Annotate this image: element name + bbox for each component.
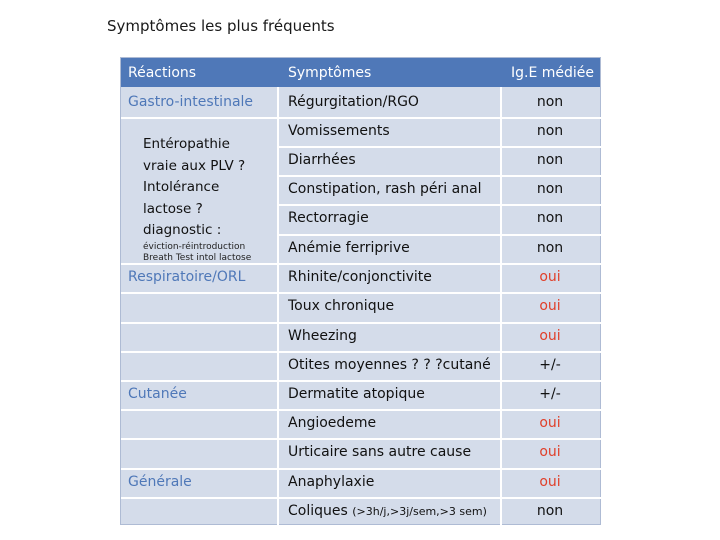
row-divider	[279, 234, 602, 236]
note-small-line: Breath Test intol lactose	[143, 253, 252, 263]
row-divider	[279, 292, 602, 294]
ige-cell: non	[536, 123, 564, 139]
note-line: Intolérance	[143, 179, 220, 195]
note-line: Entéropathie	[143, 136, 230, 152]
ige-cell: +/-	[539, 386, 561, 402]
note-small-line: éviction-réintroduction	[143, 242, 246, 252]
symptom-cell: Toux chronique	[288, 298, 395, 314]
row-divider	[121, 322, 277, 324]
ige-cell: non	[536, 210, 564, 226]
header-reactions: Réactions	[128, 65, 197, 81]
ige-cell: non	[536, 152, 564, 168]
ige-cell: non	[536, 94, 564, 110]
row-divider	[279, 117, 602, 119]
ige-cell: +/-	[539, 357, 561, 373]
ige-cell: non	[536, 181, 564, 197]
symptom-cell: Rectorragie	[288, 210, 369, 226]
table-header	[121, 58, 600, 87]
ige-cell: oui	[539, 269, 561, 285]
row-divider	[279, 468, 602, 470]
note-line: lactose ?	[143, 200, 203, 217]
row-divider	[279, 146, 602, 148]
header-symptoms: Symptômes	[288, 65, 372, 81]
row-divider	[279, 380, 602, 382]
row-divider	[121, 117, 277, 119]
row-divider	[121, 351, 277, 353]
symptom-cell: Constipation, rash péri anal	[288, 181, 482, 197]
ige-cell: oui	[539, 474, 561, 490]
symptom-cell: Diarrhées	[288, 152, 356, 168]
row-divider	[121, 380, 277, 382]
column-divider	[277, 87, 279, 526]
ige-cell: oui	[539, 328, 561, 344]
note-line: vraie aux PLV ?	[143, 157, 246, 174]
row-divider	[279, 204, 602, 206]
symptom-cell: Urticaire sans autre cause	[288, 444, 472, 460]
symptoms-table	[120, 57, 601, 525]
ige-cell: oui	[539, 415, 561, 431]
symptom-text: Coliques	[288, 503, 348, 519]
symptom-cell: Anémie ferriprive	[288, 240, 410, 256]
row-divider	[121, 438, 277, 440]
symptom-criteria: (>3h/j,>3j/sem,>3 sem)	[352, 505, 487, 518]
symptom-cell: Vomissements	[288, 123, 390, 139]
symptom-cell	[288, 503, 487, 519]
ige-cell: oui	[539, 298, 561, 314]
column-divider	[500, 87, 502, 526]
reaction-gastro: Gastro-intestinale	[128, 94, 254, 110]
symptom-cell: Anaphylaxie	[288, 474, 375, 490]
ige-cell: non	[536, 503, 564, 519]
symptom-cell: Rhinite/conjonctivite	[288, 269, 432, 285]
reaction-generale: Générale	[128, 474, 192, 490]
symptom-cell: Angioedeme	[288, 415, 377, 431]
note-line: diagnostic :	[143, 222, 222, 238]
symptom-cell: Régurgitation/RGO	[288, 94, 419, 110]
row-divider	[121, 409, 277, 411]
row-divider	[279, 409, 602, 411]
row-divider	[279, 263, 602, 265]
symptom-cell: Wheezing	[288, 328, 357, 344]
row-divider	[279, 175, 602, 177]
note-enteropathie	[143, 134, 245, 242]
row-divider	[279, 438, 602, 440]
row-divider	[279, 351, 602, 353]
ige-cell: oui	[539, 444, 561, 460]
page-title: Symptômes les plus fréquents	[107, 17, 335, 35]
row-divider	[279, 322, 602, 324]
symptom-cell: Otites moyennes ? ? ?cutané	[288, 357, 491, 373]
row-divider	[121, 497, 277, 499]
row-divider	[121, 292, 277, 294]
reaction-respiratoire: Respiratoire/ORL	[128, 269, 246, 285]
ige-cell: non	[536, 240, 564, 256]
header-ige: Ig.E médiée	[511, 65, 595, 81]
row-divider	[121, 468, 277, 470]
symptom-cell: Dermatite atopique	[288, 386, 425, 402]
note-diagnostic-methods	[143, 242, 251, 264]
reaction-cutanee: Cutanée	[128, 386, 187, 402]
row-divider	[279, 497, 602, 499]
